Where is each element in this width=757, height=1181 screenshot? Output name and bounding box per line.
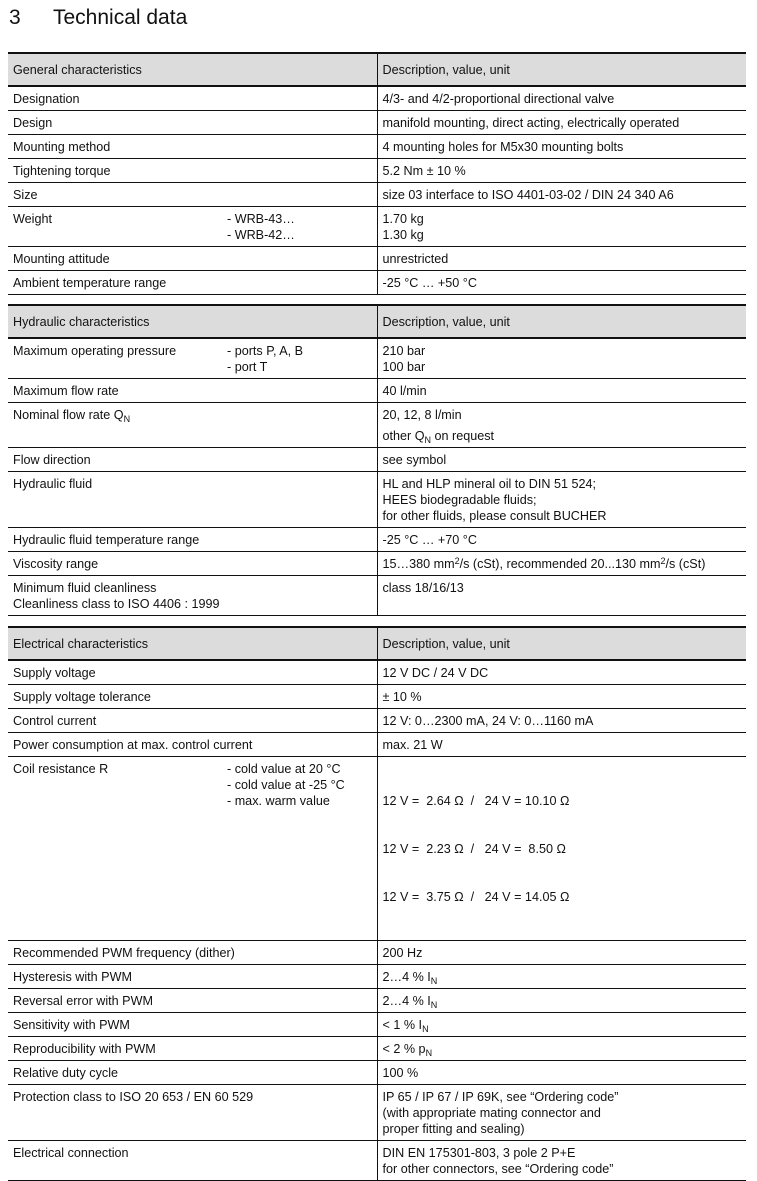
row-label: Nominal flow rate Q (13, 408, 124, 422)
table-row (8, 1141, 746, 1181)
row-value: 4 mounting holes for M5x30 mounting bolts (377, 135, 746, 159)
row-value (377, 989, 746, 1013)
table-header (8, 53, 746, 86)
note-text: other Q (382, 429, 425, 443)
row-value (377, 1013, 746, 1037)
row-label: Electrical connection (8, 1141, 377, 1181)
row-value-note (383, 428, 742, 444)
value-subscript: N (430, 976, 438, 986)
row-label: Supply voltage (8, 660, 377, 685)
row-value: 12 V: 0…2300 mA, 24 V: 0…1160 mA (377, 709, 746, 733)
row-label: Protection class to ISO 20 653 / EN 60 529 (8, 1085, 377, 1141)
row-value: DIN EN 175301-803, 3 pole 2 P+E (382, 1146, 576, 1160)
row-value: manifold mounting, direct acting, electrically operated (377, 111, 746, 135)
value-subscript: N (422, 1024, 429, 1034)
value-superscript: 2 (660, 556, 666, 566)
row-value: 12 V DC / 24 V DC (377, 660, 746, 685)
table-row (8, 135, 746, 159)
table-row (8, 685, 746, 709)
table-row (8, 660, 746, 685)
row-value: size 03 interface to ISO 4401-03-02 / DIN 24 340 A6 (377, 183, 746, 207)
row-sublabel: - WRB-43… (227, 212, 295, 226)
row-label: Maximum flow rate (8, 379, 377, 403)
value-subscript: N (425, 1048, 433, 1058)
row-value: HL and HLP mineral oil to DIN 51 524; (382, 477, 597, 491)
hydraulic-characteristics-table (8, 304, 746, 616)
table-row (8, 448, 746, 472)
table-row (8, 207, 746, 247)
row-value: (with appropriate mating connector and (382, 1106, 601, 1120)
row-label: Relative duty cycle (8, 1061, 377, 1085)
row-value: class 18/16/13 (377, 576, 746, 616)
row-value: 210 bar (382, 344, 426, 358)
row-sublabel: - ports P, A, B (227, 344, 304, 358)
table-row (8, 989, 746, 1013)
header-right: Description, value, unit (377, 627, 746, 660)
section-number: 3 (9, 6, 21, 29)
row-label-subscript: N (123, 414, 131, 424)
row-label: Recommended PWM frequency (dither) (8, 941, 377, 965)
row-value: -25 °C … +70 °C (377, 528, 746, 552)
header-right: Description, value, unit (377, 53, 746, 86)
row-value: 5.2 Nm ± 10 % (377, 159, 746, 183)
table-row (8, 247, 746, 271)
value-superscript: 2 (454, 556, 460, 566)
row-value: -25 °C … +50 °C (377, 271, 746, 295)
row-label: Size (8, 183, 377, 207)
row-value: 40 l/min (377, 379, 746, 403)
table-row (8, 271, 746, 295)
page-title (9, 5, 187, 31)
table-row (8, 941, 746, 965)
row-sublabel: - port T (227, 360, 268, 374)
row-label: Maximum operating pressure (13, 344, 177, 358)
row-value: 12 V = 3.75 Ω / 24 V = 14.05 Ω (382, 890, 570, 904)
row-value: for other connectors, see “Ordering code” (382, 1162, 614, 1176)
row-label: Supply voltage tolerance (8, 685, 377, 709)
table-row (8, 379, 746, 403)
row-value: ± 10 % (377, 685, 746, 709)
table-row (8, 338, 746, 379)
row-label: Cleanliness class to ISO 4406 : 1999 (13, 597, 220, 611)
row-label: Designation (8, 86, 377, 111)
value-part: 2…4 % I (382, 970, 431, 984)
row-value: see symbol (377, 448, 746, 472)
row-value: 200 Hz (377, 941, 746, 965)
row-label: Ambient temperature range (8, 271, 377, 295)
row-label: Tightening torque (8, 159, 377, 183)
row-value: unrestricted (377, 247, 746, 271)
row-value: 100 bar (382, 360, 426, 374)
table-row (8, 757, 746, 941)
row-value: 4/3- and 4/2-proportional directional valve (377, 86, 746, 111)
table-row (8, 1085, 746, 1141)
row-label: Hydraulic fluid temperature range (8, 528, 377, 552)
table-row (8, 403, 746, 448)
row-label: Minimum fluid cleanliness (13, 581, 157, 595)
table-header (8, 627, 746, 660)
row-sublabel: - cold value at 20 °C (227, 762, 341, 776)
table-row (8, 1013, 746, 1037)
row-label: Viscosity range (8, 552, 377, 576)
header-left: Electrical characteristics (8, 627, 377, 660)
electrical-characteristics-table (8, 626, 746, 1181)
row-label: Power consumption at max. control current (8, 733, 377, 757)
table-row (8, 552, 746, 576)
table-row (8, 86, 746, 111)
row-value: HEES biodegradable fluids; (382, 493, 537, 507)
row-sublabel: - WRB-42… (227, 228, 295, 242)
header-right: Description, value, unit (377, 305, 746, 338)
row-value: 100 % (377, 1061, 746, 1085)
note-text: on request (431, 429, 495, 443)
value-part: 2…4 % I (382, 994, 431, 1008)
value-part: /s (cSt) (665, 557, 706, 571)
row-sublabel: - max. warm value (227, 794, 330, 808)
row-value: 1.30 kg (382, 228, 424, 242)
table-row (8, 159, 746, 183)
row-label: Sensitivity with PWM (8, 1013, 377, 1037)
row-label: Control current (8, 709, 377, 733)
row-label: Reproducibility with PWM (8, 1037, 377, 1061)
row-value: 12 V = 2.64 Ω / 24 V = 10.10 Ω (382, 794, 570, 808)
row-label: Design (8, 111, 377, 135)
row-value: proper fitting and sealing) (382, 1122, 525, 1136)
value-subscript: N (430, 1000, 438, 1010)
row-sublabel: - cold value at -25 °C (227, 778, 345, 792)
table-row (8, 111, 746, 135)
value-part: < 2 % p (382, 1042, 426, 1056)
table-row (8, 733, 746, 757)
general-characteristics-table (8, 52, 746, 295)
table-header (8, 305, 746, 338)
row-value: 1.70 kg (382, 212, 424, 226)
note-subscript: N (424, 435, 431, 445)
row-label: Weight (13, 212, 52, 226)
header-left: General characteristics (8, 53, 377, 86)
row-label: Coil resistance R (13, 762, 109, 776)
table-row (8, 709, 746, 733)
header-left: Hydraulic characteristics (8, 305, 377, 338)
row-label: Hysteresis with PWM (8, 965, 377, 989)
table-row (8, 472, 746, 528)
row-value (377, 965, 746, 989)
table-row (8, 1061, 746, 1085)
table-row (8, 965, 746, 989)
row-value: IP 65 / IP 67 / IP 69K, see “Ordering code” (382, 1090, 619, 1104)
row-value: 20, 12, 8 l/min (382, 408, 462, 422)
table-row (8, 576, 746, 616)
row-label: Mounting attitude (8, 247, 377, 271)
table-row (8, 528, 746, 552)
row-value (377, 552, 746, 576)
row-value: 12 V = 2.23 Ω / 24 V = 8.50 Ω (382, 842, 566, 856)
value-part: /s (cSt), recommended 20...130 mm (459, 557, 661, 571)
row-label: Mounting method (8, 135, 377, 159)
row-label: Hydraulic fluid (8, 472, 377, 528)
row-label: Reversal error with PWM (8, 989, 377, 1013)
value-part: < 1 % I (382, 1018, 423, 1032)
row-value: max. 21 W (377, 733, 746, 757)
table-row (8, 183, 746, 207)
value-part: 15…380 mm (382, 557, 455, 571)
row-label: Flow direction (8, 448, 377, 472)
row-value: for other fluids, please consult BUCHER (382, 509, 607, 523)
section-title: Technical data (53, 6, 188, 29)
